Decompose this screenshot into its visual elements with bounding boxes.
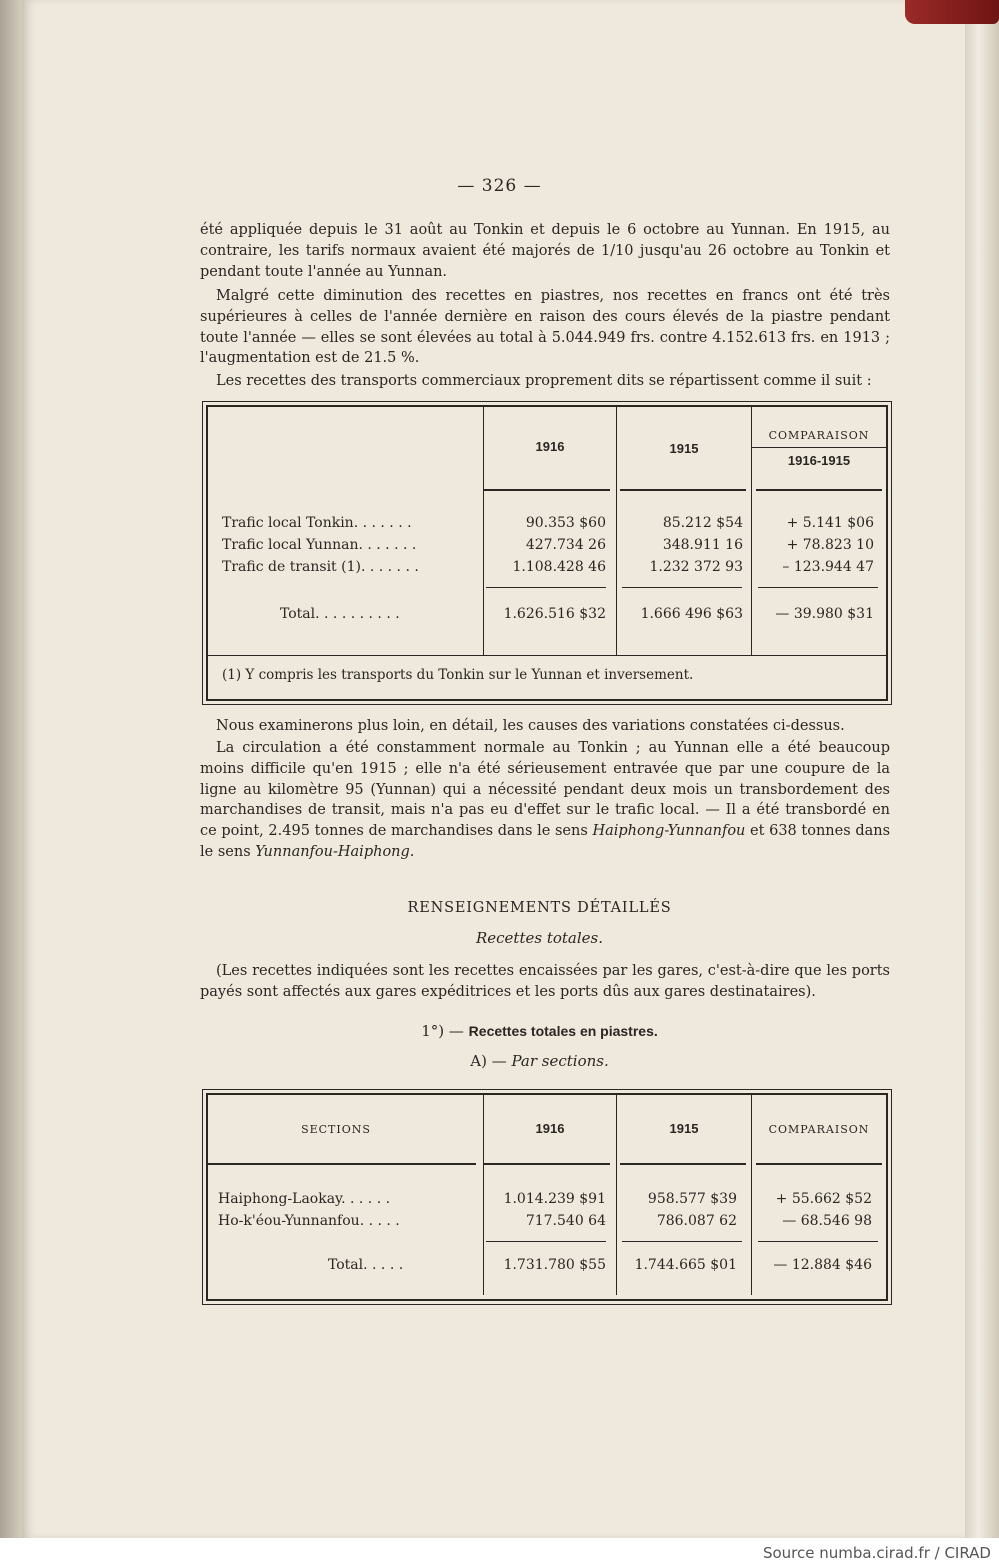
header-rule: [620, 1163, 746, 1165]
sum-rule: [622, 1241, 742, 1242]
cell-comp-haiphong: + 55.662 $52: [775, 1191, 872, 1207]
sub-sub-heading: [40, 1052, 999, 1070]
cell-1915-yunnan: 348.911 16: [662, 537, 743, 553]
row-label-yunnan: Trafic local Yunnan. . . . . . .: [222, 537, 417, 553]
table-footnote: (1) Y compris les transports du Tonkin sur le Yunnan et inversement.: [222, 667, 694, 683]
header-rule: [484, 1163, 610, 1165]
section-subtitle: Recettes totales.: [475, 929, 604, 947]
paragraph-continuation: été appliquée depuis le 31 août au Tonkin et depuis le 6 octobre au Yunnan. En 1915, au contraire, les tarifs normaux avaient été majorés de 1/10 jusqu'au 26 octobre au Tonkin et pendant toute l'année au Yunnan.: [200, 222, 890, 280]
section-note: (Les recettes indiquées sont les recettes encaissées par les gares, c'est-à-dire que les ports payés sont affectés aux gares expéditrices et les ports dûs aux gares destinataires).: [200, 963, 890, 1000]
header-1916-1915: 1916-1915: [787, 453, 851, 468]
route-haiphong-yunnanfou: Haiphong-Yunnanfou: [592, 823, 746, 840]
table-sections: [206, 1093, 888, 1301]
header-1916: 1916: [535, 1121, 565, 1136]
sum-rule: [486, 587, 606, 588]
header-sections: SECTIONS: [301, 1123, 371, 1136]
header-comparaison: COMPARAISON: [768, 1123, 870, 1136]
header-rule: [756, 489, 882, 491]
header-1915: 1915: [669, 441, 699, 456]
cell-1915-hokeou: 786.087 62: [656, 1213, 737, 1229]
cell-1916-hokeou: 717.540 64: [525, 1213, 606, 1229]
row-label-transit: Trafic de transit (1). . . . . . .: [222, 559, 419, 575]
sum-rule: [758, 587, 878, 588]
sum-rule: [758, 1241, 878, 1242]
sum-rule: [486, 1241, 606, 1242]
cell-1916-haiphong: 1.014.239 $91: [503, 1191, 606, 1207]
paragraph-examinerons: Nous examinerons plus loin, en détail, les causes des variations constatées ci-dessus.: [216, 718, 845, 734]
header-1916: 1916: [535, 439, 565, 454]
section-title: RENSEIGNEMENTS DÉTAILLÉS: [407, 900, 672, 916]
total-label: Total. . . . .: [328, 1257, 404, 1273]
total-1915: 1.744.665 $01: [634, 1257, 737, 1273]
header-rule: [620, 489, 746, 491]
cell-1915-tonkin: 85.212 $54: [662, 515, 743, 531]
header-rule: [484, 489, 610, 491]
total-comp: — 12.884 $46: [773, 1257, 872, 1273]
table-trafic: [206, 405, 888, 701]
sub-sub-heading-prefix: A) —: [470, 1052, 507, 1070]
cell-comp-tonkin: + 5.141 $06: [786, 515, 874, 531]
cell-1916-transit: 1.108.428 46: [512, 559, 606, 575]
header-rule: [752, 447, 886, 448]
total-1915: 1.666 496 $63: [640, 606, 743, 622]
page-number: — 326 —: [457, 176, 542, 196]
footnote-rule: [208, 655, 886, 656]
sub-sub-heading-text: Par sections.: [511, 1052, 609, 1070]
book-gutter: [0, 0, 22, 1538]
cell-1916-tonkin: 90.353 $60: [525, 515, 606, 531]
bookmark-ribbon: [905, 0, 999, 24]
row-label-hokeou-yunnanfou: Ho-k'éou-Yunnanfou. . . . .: [218, 1213, 400, 1229]
source-bar: [0, 1538, 999, 1566]
cell-comp-hokeou: — 68.546 98: [782, 1213, 872, 1229]
header-rule: [208, 1163, 476, 1165]
cell-comp-yunnan: + 78.823 10: [786, 537, 874, 553]
cell-comp-transit: – 123.944 47: [782, 559, 874, 575]
circulation-text-2: et 638 tonnes dans le sens: [200, 823, 891, 860]
sub-heading: [40, 1022, 999, 1040]
route-yunnanfou-haiphong: Yunnanfou-Haiphong.: [255, 843, 415, 860]
sum-rule: [622, 587, 742, 588]
cell-1916-yunnan: 427.734 26: [525, 537, 606, 553]
circulation-text: La circulation a été constamment normale au Tonkin ; au Yunnan elle a été beaucoup moins difficile qu'en 1915 ; elle n'a été sérieusement entravée que par une coupure de la ligne au kilomètre 95 (Yunnan) qui a nécessité pendant deux mois un transbordement des marchandises de transit, mais n'a pas eu d'effet sur le trafic local. — Il a été transbordé en ce point, 2.495 tonnes de marchandises dans le sens: [200, 740, 890, 840]
row-label-tonkin: Trafic local Tonkin. . . . . . .: [222, 515, 412, 531]
header-rule: [756, 1163, 882, 1165]
total-1916: 1.626.516 $32: [503, 606, 606, 622]
paragraph-recettes-francs: Malgré cette diminution des recettes en piastres, nos recettes en francs ont été très supérieures à celles de l'année dernière en raison des cours élevés de la piastre pendant toute l'année — elles se sont élevées au total à 5.044.949 frs. contre 4.152.613 frs. en 1913 ; l'augmentation est de 21.5 %.: [200, 288, 890, 367]
paragraph-circulation: [200, 738, 890, 863]
total-label: Total. . . . . . . . . .: [280, 606, 400, 622]
row-label-haiphong-laokay: Haiphong-Laokay. . . . . .: [218, 1191, 391, 1207]
source-credit: Source numba.cirad.fr / CIRAD: [762, 1544, 991, 1562]
sub-heading-text: Recettes totales en piastres.: [468, 1023, 658, 1039]
sub-heading-number: 1°) —: [421, 1022, 464, 1040]
header-1915: 1915: [669, 1121, 699, 1136]
total-comp: — 39.980 $31: [775, 606, 874, 622]
cell-1915-transit: 1.232 372 93: [649, 559, 743, 575]
cell-1915-haiphong: 958.577 $39: [647, 1191, 737, 1207]
paragraph-repartition: Les recettes des transports commerciaux proprement dits se répartissent comme il suit :: [216, 373, 872, 389]
header-comparaison: COMPARAISON: [768, 429, 870, 442]
page-edge: [965, 0, 999, 1538]
total-1916: 1.731.780 $55: [503, 1257, 606, 1273]
